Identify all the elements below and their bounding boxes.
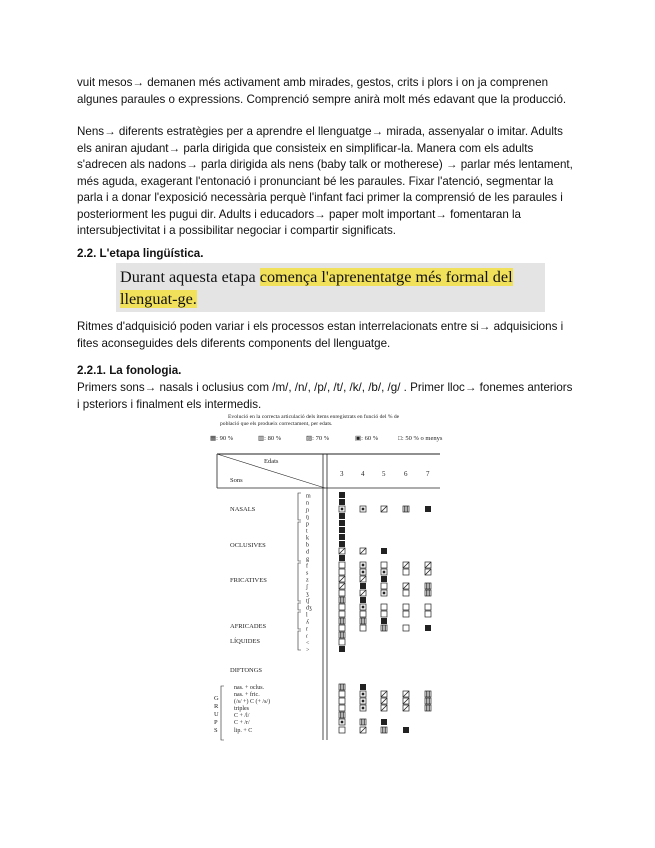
- highlight-marked: comença l'aprenentatge més formal del llenguat-ge.: [120, 268, 513, 308]
- grups-item: lip. + C: [234, 728, 253, 734]
- cell-box: [339, 705, 345, 711]
- cell-dot: [362, 508, 365, 511]
- grups-item: nas. + fric.: [234, 692, 260, 698]
- grups-letter: R: [214, 703, 219, 710]
- grups-letter: U: [214, 711, 219, 718]
- category-label: AFRICADES: [230, 623, 267, 630]
- phoneme-label: dʒ: [306, 605, 312, 612]
- paragraph-first-sounds: Primers sons→ nasals i oclusius com /m/, /n/, /p/, /t/, /k/, /b/, /g/ . Primer lloc→ fonemes anteriors i psteriors i finalment els intermedis.: [77, 381, 573, 411]
- phoneme-label: ʒ: [306, 591, 309, 598]
- cell-box: [360, 611, 366, 617]
- age-label: 6: [404, 470, 408, 478]
- bracket: [298, 603, 301, 610]
- cell-full: [403, 727, 409, 733]
- grups-item: triples: [234, 706, 249, 712]
- phoneme-label: tʃ: [306, 598, 310, 605]
- grups-bracket: [221, 686, 224, 740]
- cell-box: [403, 625, 409, 631]
- bracket: [298, 522, 301, 561]
- category-label: FRICATIVES: [230, 577, 267, 584]
- phoneme-label: ɾ: [306, 633, 308, 640]
- cell-full: [339, 499, 345, 505]
- highlight-quote: [120, 266, 545, 310]
- phoneme-label: m: [306, 493, 311, 500]
- legend: [210, 435, 443, 442]
- cell-full: [360, 684, 366, 690]
- cell-box: [339, 611, 345, 617]
- caption-line2: població que els produeix correctament, per edats.: [220, 421, 333, 427]
- cell-box: [403, 611, 409, 617]
- cell-box: [339, 727, 345, 733]
- phoneme-label: ŋ: [306, 514, 309, 521]
- cell-dot: [341, 508, 344, 511]
- cell-dot: [362, 606, 365, 609]
- grups-item: nas. + oclus.: [234, 685, 265, 691]
- cell-full: [339, 527, 345, 533]
- cell-full: [339, 541, 345, 547]
- phoneme-label: l: [306, 612, 308, 619]
- marker-cells: [339, 492, 431, 733]
- cell-box: [425, 604, 431, 610]
- phoneme-label: n: [306, 500, 309, 507]
- bracket: [298, 612, 301, 629]
- cell-box: [360, 625, 366, 631]
- grups-letter: S: [214, 727, 218, 734]
- phonology-figure: [200, 410, 456, 750]
- cell-dot: [362, 571, 365, 574]
- age-label: 7: [426, 470, 430, 478]
- paragraph-intro: vuit mesos→ demanen més activament amb mirades, gestos, crits i plors i on ja comprenen algunes paraules o expressions. Comprenció sempre anirà molt més edavant que la producció.: [77, 76, 567, 106]
- cell-dot: [362, 693, 365, 696]
- cell-full: [425, 625, 431, 631]
- bracket: [298, 563, 301, 601]
- cell-box: [339, 691, 345, 697]
- category-label: DIFTONGS: [230, 667, 263, 674]
- phoneme-label: ɲ: [306, 507, 309, 514]
- cell-box: [339, 639, 345, 645]
- brackets: [298, 493, 301, 650]
- category-labels: [230, 506, 267, 674]
- phoneme-label: z: [306, 577, 309, 584]
- phoneme-label: r: [306, 626, 308, 633]
- cell-full: [339, 646, 345, 652]
- legend-item: ▨: 70 %: [306, 435, 330, 442]
- phoneme-label: k: [306, 535, 309, 542]
- category-label: LÍQUIDES: [230, 638, 260, 645]
- cell-full: [339, 492, 345, 498]
- paragraph-rhythms: Ritmes d'adquisició poden variar i els processos estan interrelacionats entre si→ adquisicions i fites aconseguides dels diferents components del llenguatge.: [77, 320, 564, 350]
- phoneme-labels: [305, 494, 312, 654]
- grups-letter: G: [214, 695, 219, 702]
- cell-box: [339, 698, 345, 704]
- phoneme-label: ʎ: [306, 619, 309, 626]
- cell-box: [403, 569, 409, 575]
- phoneme-label: d: [306, 549, 309, 556]
- cell-box: [339, 569, 345, 575]
- phonology-chart: [200, 410, 456, 750]
- cell-full: [381, 548, 387, 554]
- cell-full: [339, 534, 345, 540]
- phoneme-label: b: [306, 542, 309, 549]
- heading-phonology: 2.2.1. La fonologia.: [77, 364, 182, 377]
- legend-item: ▣: 60 %: [355, 435, 379, 442]
- legend-item: ▥: 80 %: [258, 435, 282, 442]
- phoneme-label: >: [306, 647, 310, 654]
- grups-item: C + /r/: [234, 720, 250, 726]
- cell-full: [381, 719, 387, 725]
- highlight-plain: Durant aquesta etapa: [120, 268, 260, 286]
- cell-dot: [383, 571, 386, 574]
- cell-box: [339, 590, 345, 596]
- category-label: NASALS: [230, 506, 256, 513]
- phoneme-label: p: [306, 521, 309, 528]
- grups-letter: P: [214, 719, 218, 726]
- cell-box: [339, 625, 345, 631]
- paragraph-strategies: Nens→ diferents estratègies per a aprendre el llenguatge→ mirada, assenyalar o imitar. Adults els aniran ajudant→ parla dirigida que consisteix en simplificar-la. Manera com els adults s'adrecen als nadons→ parla dirigida als nens (baby talk or motherese) → parlar més lentament, més aguda, exagerant l'entonació i pronunciant bé les paraules. Fixar l'atenció, segmentar la parla i a donar l'exposició necessària perquè l'infant faci primer la comprensió de les paraules i posteriorment les pugui dir. Adults i educadors→ paper molt important→ fomentaran la intersubjectivitat i a possibilitar negociar i compartir significats.: [77, 125, 573, 237]
- cell-dot: [362, 564, 365, 567]
- cell-box: [339, 604, 345, 610]
- header-edats: Edats: [264, 458, 279, 465]
- cell-box: [339, 562, 345, 568]
- cell-box: [381, 604, 387, 610]
- cell-box: [403, 590, 409, 596]
- cell-dot: [362, 707, 365, 710]
- cell-full: [339, 513, 345, 519]
- phoneme-label: t: [306, 528, 308, 535]
- cell-box: [381, 611, 387, 617]
- cell-full: [425, 506, 431, 512]
- cell-dot: [341, 721, 344, 724]
- grups-item: (/s/ +) C (+ /s/): [234, 699, 271, 705]
- category-label: OCLUSIVES: [230, 542, 266, 549]
- age-columns: [340, 470, 430, 478]
- cell-dot: [362, 700, 365, 703]
- phoneme-label: g: [306, 556, 309, 563]
- age-label: 4: [361, 470, 365, 478]
- bracket: [298, 493, 301, 520]
- cell-full: [360, 597, 366, 603]
- phoneme-label: <: [306, 640, 310, 647]
- bracket: [298, 631, 301, 650]
- phoneme-label: ʃ: [306, 584, 308, 591]
- legend-item: □: 50 % o menys: [398, 435, 443, 442]
- cell-full: [339, 520, 345, 526]
- age-label: 5: [382, 470, 386, 478]
- header-sons: Sons: [230, 477, 243, 484]
- cell-box: [403, 604, 409, 610]
- cell-dot: [383, 592, 386, 595]
- cell-full: [381, 576, 387, 582]
- phoneme-label: f: [306, 563, 308, 570]
- age-label: 3: [340, 470, 344, 478]
- grups-item: C + /l/: [234, 713, 250, 719]
- cell-full: [360, 583, 366, 589]
- heading-linguistic-stage: 2.2. L'etapa lingüística.: [77, 247, 204, 260]
- grups-section: [214, 685, 270, 740]
- cell-full: [339, 555, 345, 561]
- legend-item: ▦: 90 %: [210, 435, 234, 442]
- caption-line1: Evolució en la correcta articulació dels ítems enregistrats en funció del % de: [228, 414, 400, 420]
- cell-box: [381, 583, 387, 589]
- phoneme-label: s: [306, 570, 309, 577]
- cell-box: [425, 611, 431, 617]
- cell-full: [381, 618, 387, 624]
- cell-box: [381, 562, 387, 568]
